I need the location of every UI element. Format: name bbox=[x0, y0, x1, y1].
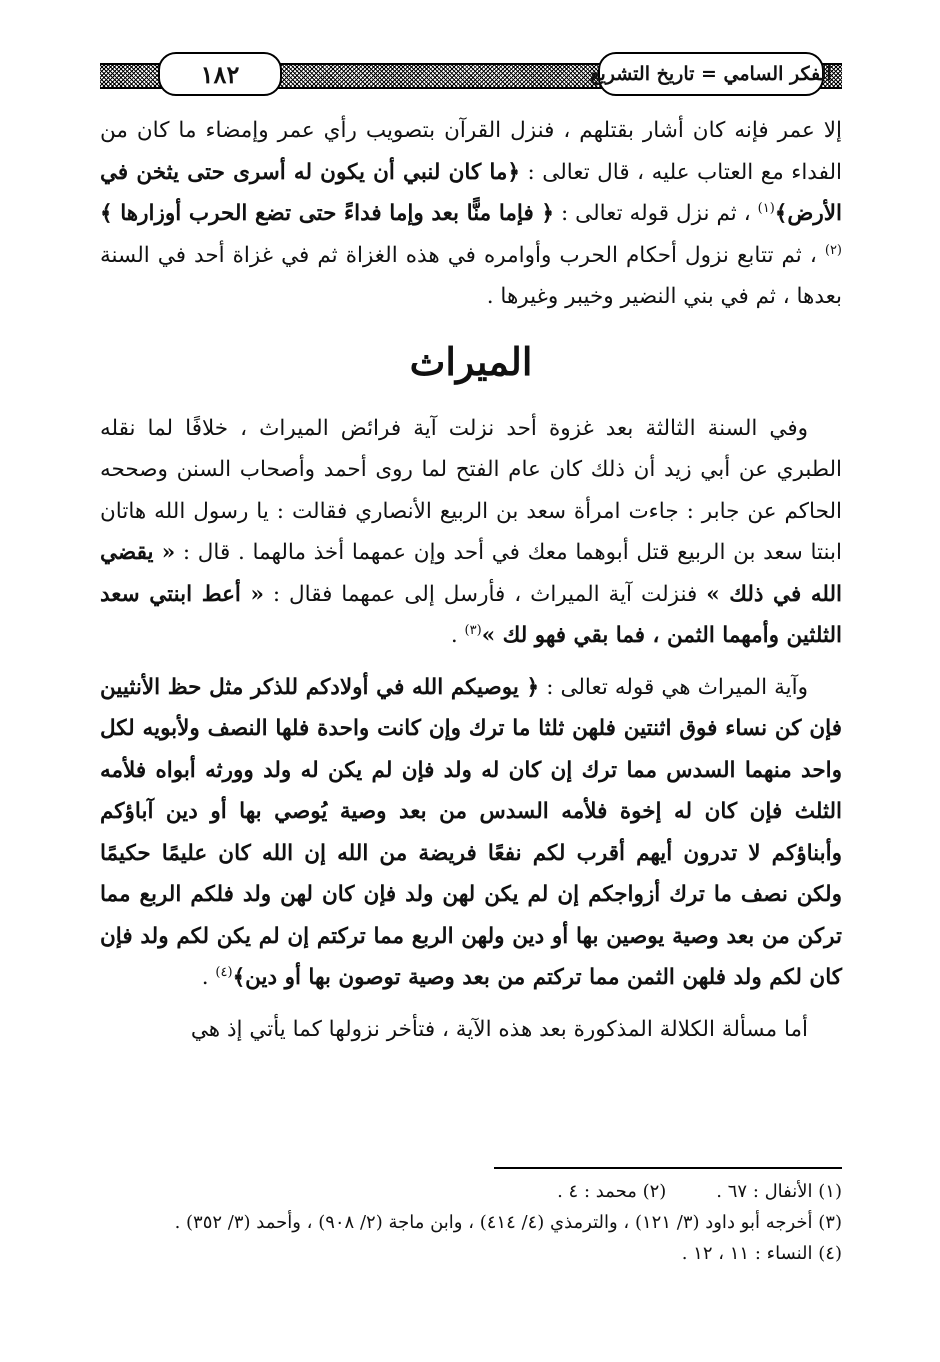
text: إلا عمر فإنه كان أشار بقتلهم ، فنزل القرآن بتصويب رأي عمر وإمضاء ما كان من الفداء مع العتاب عليه ، قال تعالى : bbox=[100, 118, 842, 185]
footnote-line-1 bbox=[100, 1176, 842, 1207]
header-title: الفكر السامي = تاريخ التشريع bbox=[598, 52, 824, 96]
paragraph-2 bbox=[100, 408, 842, 657]
section-title: الميراث bbox=[409, 338, 533, 384]
text: وفي السنة الثالثة بعد غزوة أحد نزلت آية فرائض الميراث ، خلافًا لما نقله الطبري عن أبي زيد أن ذلك كان عام الفتح لما روى أحمد وأصحاب السنن وصححه الحاكم عن جابر : جاءت امرأة سعد بن الربيع الأنصاري فقالت : يا رسول الله هاتان ابنتا سعد بن الربيع قتل أبوهما معك في أحد وإن عمهما أخذ مالهما . قال : bbox=[100, 415, 842, 565]
footnote-separator bbox=[494, 1167, 842, 1169]
text: . bbox=[450, 623, 465, 648]
footnote-ref: (٢) bbox=[824, 242, 842, 258]
text: ، ثم نزل قوله تعالى : bbox=[553, 201, 758, 226]
footnote-3: (٣) أخرجه أبو داود (٣/ ١٢١) ، والترمذي (٤/ ٤١٤) ، وابن ماجة (٢/ ٩٠٨) ، وأحمد (٣/ ٣٥٢) . bbox=[174, 1212, 842, 1233]
footnote-ref: (٤) bbox=[215, 964, 233, 980]
text: . bbox=[201, 965, 216, 990]
text: ، ثم تتابع نزول أحكام الحرب وأوامره في هذه الغزاة ثم في غزاة أحد في السنة بعدها ، ثم في بني النضير وخيبر وغيرها . bbox=[100, 242, 842, 309]
paragraph-3 bbox=[100, 667, 842, 999]
running-header bbox=[100, 52, 842, 96]
quran-verse: ﴿ يوصيكم الله في أولادكم للذكر مثل حظ الأنثيين فإن كن نساء فوق اثنتين فلهن ثلثا ما ترك وإن كانت واحدة فلها النصف ولأبويه لكل واحد منهما السدس مما ترك إن كان له ولد فإن لم يكن له ولد وورثه أبواه فلأمه الثلث فإن كان له إخوة فلأمه السدس من بعد وصية يُوصي بها أو دين آباؤكم وأبناؤكم لا تدرون أيهم أقرب لكم نفعًا فريضة من الله إن الله كان عليمًا حكيمًا ولكن نصف ما ترك أزواجكم إن لم يكن لهن ولد فإن كان لهن ولد فلكم الربع مما تركن من بعد وصية يوصين بها أو دين ولهن الربع مما تركتم إن لم يكن لكم ولد فإن كان لكم ولد فلهن الثمن مما تركتم من بعد وصية توصون بها أو دين﴾ bbox=[100, 674, 842, 990]
page-number: ١٨٢ bbox=[158, 52, 282, 96]
footnote-2: (٢) محمد : ٤ . bbox=[557, 1181, 667, 1202]
quran-verse: ﴿ما كان لنبي أن يكون له أسرى حتى يثخن في الأرض﴾ bbox=[100, 159, 842, 226]
footnote-1: (١) الأنفال : ٦٧ . bbox=[716, 1181, 842, 1202]
page-body bbox=[100, 110, 842, 1050]
text: فنزلت آية الميراث ، فأرسل إلى عمهما فقال : bbox=[263, 581, 707, 607]
quran-verse: ﴿ فإما منًّا بعد وإما فداءً حتى تضع الحرب أوزارها ﴾ bbox=[100, 201, 554, 226]
footnote-ref: (٣) bbox=[464, 622, 482, 638]
paragraph-4: أما مسألة الكلالة المذكورة بعد هذه الآية ، فتأخر نزولها كما يأتي إذ هي bbox=[190, 1016, 808, 1042]
footnotes bbox=[100, 1176, 842, 1269]
footnote-4: (٤) النساء : ١١ ، ١٢ . bbox=[681, 1243, 842, 1264]
paragraph-1 bbox=[100, 110, 842, 318]
hadith-quote: « أعط ابنتي سعد الثلثين وأمهما الثمن ، فما بقي فهو لك » bbox=[100, 581, 842, 648]
text: وآية الميراث هي قوله تعالى : bbox=[539, 674, 809, 700]
footnote-ref: (١) bbox=[757, 200, 775, 216]
hadith-quote: « يقضي الله في ذلك » bbox=[100, 540, 842, 607]
